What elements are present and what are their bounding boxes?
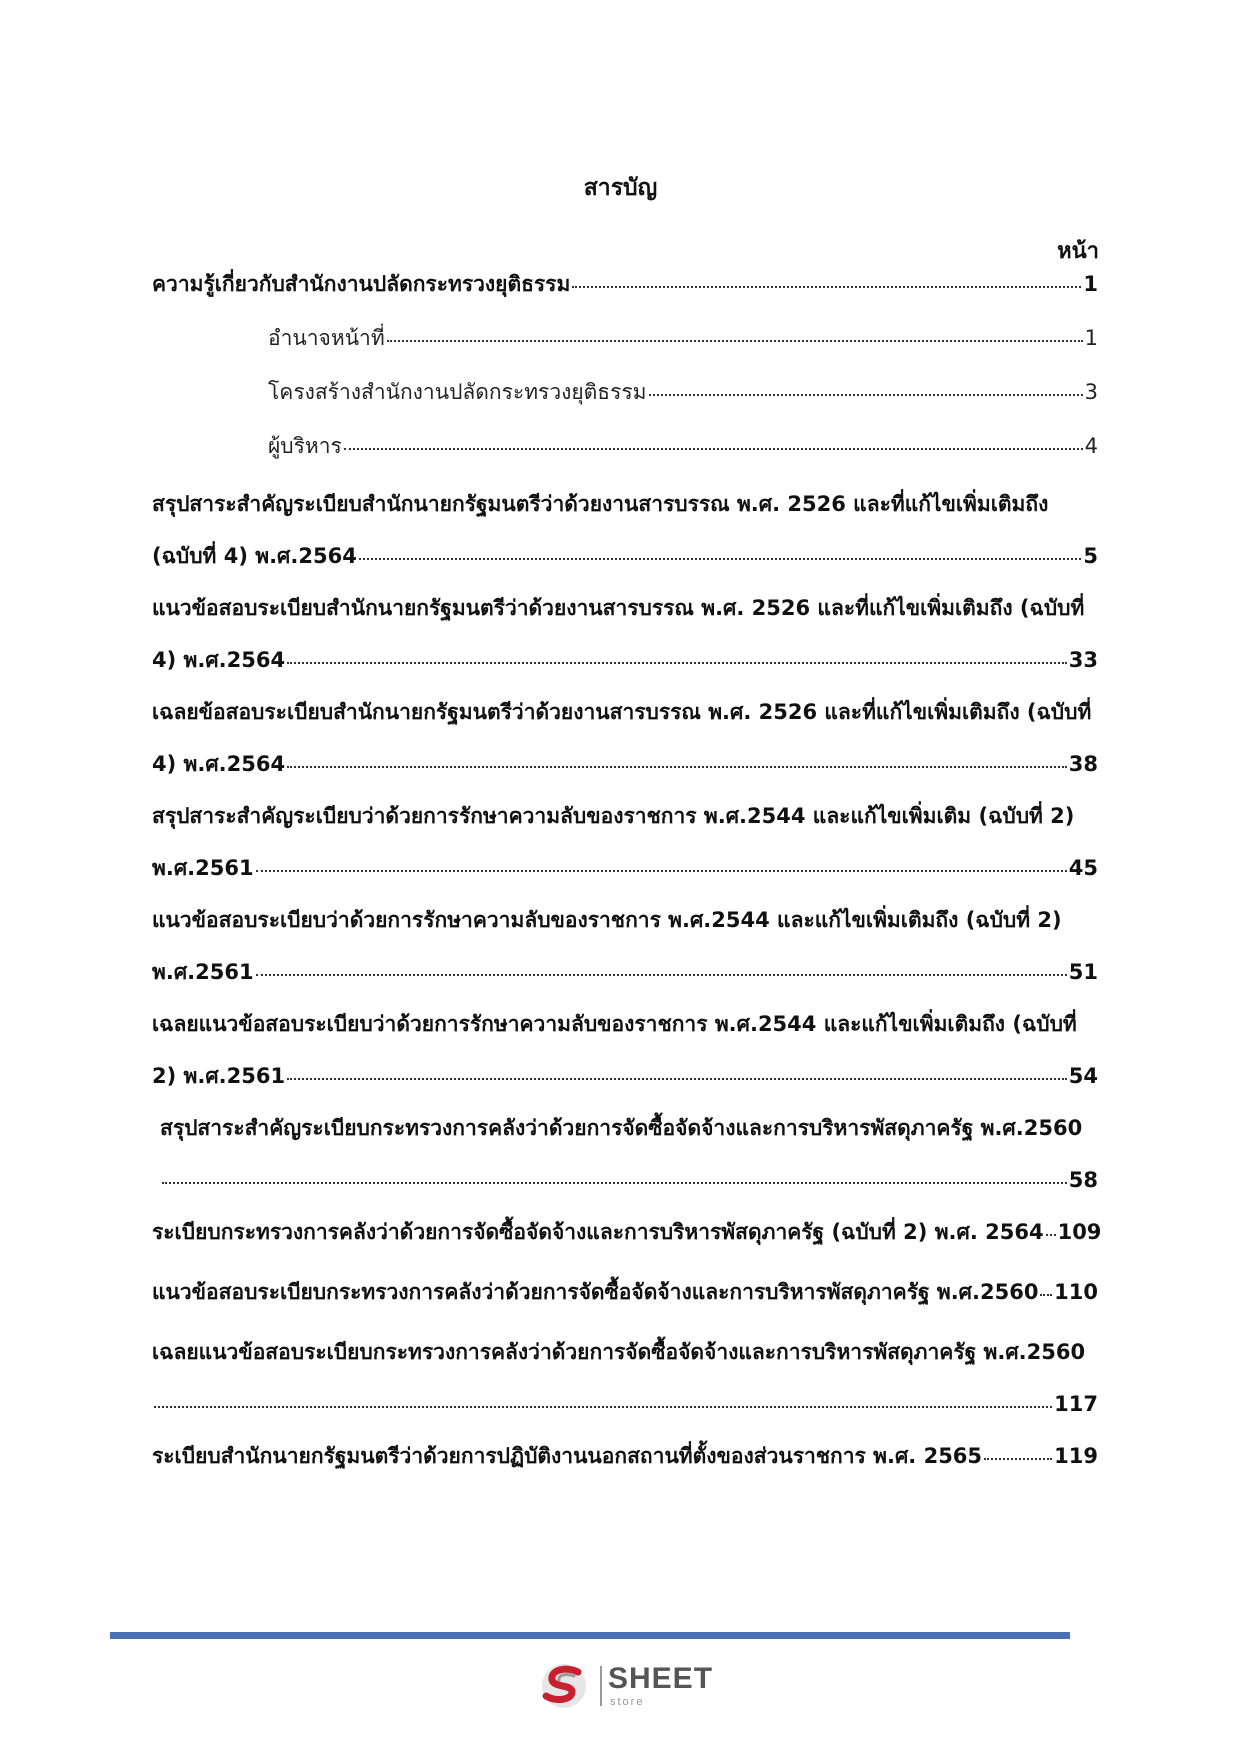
toc-entry[interactable] [152, 478, 1098, 582]
toc-page-number: 119 [1054, 1444, 1098, 1468]
leader-dots [572, 285, 1081, 288]
toc-entry[interactable] [152, 1206, 1102, 1258]
toc-entry[interactable] [152, 686, 1098, 790]
toc-entry-title: แนวข้อสอบระเบียบกระทรวงการคลังว่าด้วยการจัดซื้อจัดจ้างและการบริหารพัสดุภาครัฐ พ.ศ.2560 [152, 1280, 1039, 1304]
toc-page-number: 110 [1054, 1280, 1098, 1304]
toc-page-number: 117 [1054, 1392, 1098, 1416]
leader-dots [256, 973, 1067, 976]
toc-entry-title: ผู้บริหาร [268, 434, 342, 458]
toc-entry-title: แนวข้อสอบระเบียบสำนักนายกรัฐมนตรีว่าด้วยงานสารบรรณ พ.ศ. 2526 และที่แก้ไขเพิ่มเติมถึง (ฉบับที่ [152, 596, 1085, 620]
leader-dots [287, 1077, 1067, 1080]
sheet-store-logo [538, 1660, 718, 1712]
toc-subentry[interactable] [268, 312, 1098, 364]
toc-entry[interactable] [152, 1430, 1098, 1482]
logo-wordmark: SHEET [608, 1662, 714, 1695]
toc-page-number: 45 [1068, 856, 1098, 880]
leader-dots [287, 661, 1067, 664]
toc-page-number: 109 [1057, 1220, 1102, 1244]
leader-dots [359, 557, 1082, 560]
logo-divider [600, 1666, 602, 1706]
toc-page-number: 33 [1068, 648, 1098, 672]
toc-subentry[interactable] [268, 366, 1098, 418]
toc-subentry[interactable] [268, 420, 1098, 472]
toc-entry-title: อำนาจหน้าที่ [268, 326, 385, 350]
toc-page-number: 54 [1068, 1064, 1098, 1088]
leader-dots [162, 1181, 1067, 1184]
logo-subtext: store [610, 1696, 645, 1708]
leader-dots [154, 1405, 1052, 1408]
leader-dots [1040, 1293, 1052, 1296]
toc-page-number: 1 [1084, 326, 1098, 350]
toc-entry-title-cont: พ.ศ.2561 [152, 960, 254, 984]
toc-entry-title: ระเบียบสำนักนายกรัฐมนตรีว่าด้วยการปฏิบัติงานนอกสถานที่ตั้งของส่วนราชการ พ.ศ. 2565 [152, 1444, 983, 1468]
toc-entry-title-cont: 4) พ.ศ.2564 [152, 648, 286, 672]
leader-dots [344, 447, 1083, 450]
toc-entry-title: แนวข้อสอบระเบียบว่าด้วยการรักษาความลับของราชการ พ.ศ.2544 และแก้ไขเพิ่มเติมถึง (ฉบับที่ 2) [152, 908, 1062, 932]
toc-page-number: 3 [1084, 380, 1098, 404]
toc-entry[interactable] [152, 1102, 1098, 1206]
toc-entry-title: สรุปสาระสำคัญระเบียบกระทรวงการคลังว่าด้วยการจัดซื้อจัดจ้างและการบริหารพัสดุภาครัฐ พ.ศ.2560 [160, 1116, 1083, 1140]
leader-dots [387, 339, 1083, 342]
toc-page-number: 58 [1068, 1168, 1098, 1192]
toc-entry-title: ความรู้เกี่ยวกับสำนักงานปลัดกระทรวงยุติธรรม [152, 272, 571, 296]
toc-entry-title: สรุปสาระสำคัญระเบียบว่าด้วยการรักษาความลับของราชการ พ.ศ.2544 และแก้ไขเพิ่มเติม (ฉบับที่ 2) [152, 804, 1075, 828]
toc-page-number: 38 [1068, 752, 1098, 776]
toc-entry-title: โครงสร้างสำนักงานปลัดกระทรวงยุติธรรม [268, 380, 647, 404]
toc-entry[interactable] [152, 998, 1098, 1102]
leader-dots [649, 393, 1083, 396]
toc-entry[interactable] [152, 790, 1098, 894]
footer-divider-bar [110, 1632, 1070, 1639]
toc-entry[interactable] [152, 582, 1098, 686]
toc-entry-title-cont: 2) พ.ศ.2561 [152, 1064, 286, 1088]
leader-dots [1046, 1233, 1056, 1236]
leader-dots [256, 869, 1067, 872]
page-column-header: หน้า [1057, 239, 1099, 264]
leader-dots [984, 1457, 1052, 1460]
toc-entry-title: ระเบียบกระทรวงการคลังว่าด้วยการจัดซื้อจัดจ้างและการบริหารพัสดุภาครัฐ (ฉบับที่ 2) พ.ศ. 2564 [152, 1220, 1044, 1244]
toc-page-number: 4 [1084, 434, 1098, 458]
sheet-store-logo-icon [538, 1660, 594, 1712]
toc-page-number: 51 [1068, 960, 1098, 984]
toc-entry[interactable] [152, 1326, 1098, 1430]
toc-entry-title: เฉลยแนวข้อสอบระเบียบกระทรวงการคลังว่าด้วยการจัดซื้อจัดจ้างและการบริหารพัสดุภาครัฐ พ.ศ.2560 [152, 1340, 1086, 1364]
toc-entry[interactable] [152, 1266, 1098, 1318]
leader-dots [287, 765, 1067, 768]
page-title: สารบัญ [583, 175, 658, 201]
toc-page-number: 5 [1083, 544, 1098, 568]
toc-entry-title: สรุปสาระสำคัญระเบียบสำนักนายกรัฐมนตรีว่าด้วยงานสารบรรณ พ.ศ. 2526 และที่แก้ไขเพิ่มเติมถึง [152, 492, 1049, 516]
toc-entry-title-cont: (ฉบับที่ 4) พ.ศ.2564 [152, 544, 357, 568]
toc-entry-title: เฉลยแนวข้อสอบระเบียบว่าด้วยการรักษาความลับของราชการ พ.ศ.2544 และแก้ไขเพิ่มเติมถึง (ฉบับที่ [152, 1012, 1077, 1036]
toc-entry-title-cont: 4) พ.ศ.2564 [152, 752, 286, 776]
toc-page-number: 1 [1083, 272, 1098, 296]
toc-entry-title-cont: พ.ศ.2561 [152, 856, 254, 880]
toc-entry-title: เฉลยข้อสอบระเบียบสำนักนายกรัฐมนตรีว่าด้วยงานสารบรรณ พ.ศ. 2526 และที่แก้ไขเพิ่มเติมถึง (ฉบับที่ [152, 700, 1092, 724]
toc-entry[interactable] [152, 258, 1098, 310]
toc-entry[interactable] [152, 894, 1098, 998]
